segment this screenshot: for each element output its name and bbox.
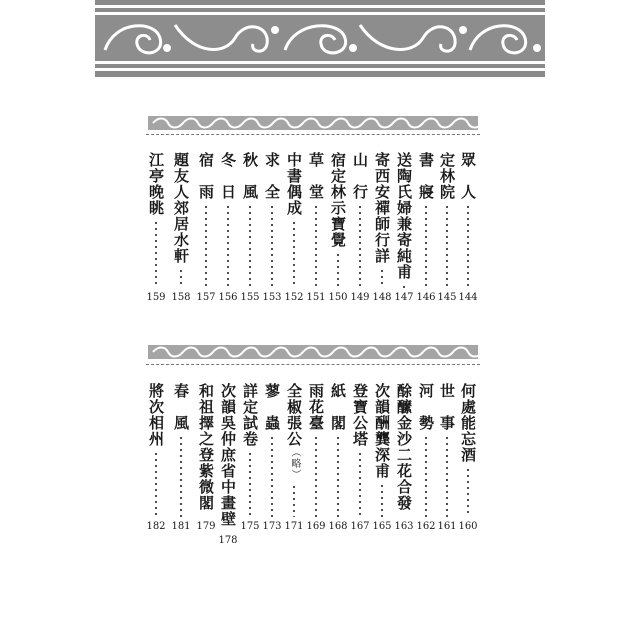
entry-page: 159	[146, 292, 166, 303]
entry-page: 181	[171, 521, 191, 532]
dot-leader	[271, 435, 273, 517]
header-ornament-band	[95, 0, 545, 80]
entry-title: 登寶公塔	[351, 383, 369, 447]
dot-leader	[381, 483, 383, 517]
entry-page: 156	[218, 292, 238, 303]
entry-title: 山 行	[351, 152, 369, 200]
entry-page: 162	[416, 521, 436, 532]
dot-leader	[227, 204, 229, 288]
dot-leader	[403, 284, 405, 288]
entry-title	[286, 383, 302, 480]
entry-title: 江亭晚眺	[147, 152, 165, 216]
entry-title: 世 事	[438, 383, 456, 431]
entry-page: 153	[262, 292, 282, 303]
toc-entry[interactable]	[145, 383, 167, 533]
entry-page: 173	[262, 521, 282, 532]
section-ornament-bottom	[148, 345, 478, 359]
toc-entry[interactable]	[217, 152, 239, 304]
dot-leader	[446, 204, 448, 288]
entry-page: 179	[196, 521, 216, 532]
entry-page: 144	[458, 292, 478, 303]
entry-title: 將次相州	[147, 383, 165, 447]
entry-title: 眾 人	[459, 152, 477, 200]
toc-entry[interactable]	[239, 152, 261, 304]
entry-page: 147	[394, 292, 414, 303]
entry-title: 冬 日	[219, 152, 237, 200]
entry-title: 詳定試卷	[241, 383, 259, 447]
entry-page: 152	[284, 292, 304, 303]
dot-leader	[359, 451, 361, 517]
entry-page: 160	[458, 521, 478, 532]
toc-entry[interactable]	[239, 383, 261, 533]
dot-leader	[359, 204, 361, 288]
dot-leader	[249, 204, 251, 288]
toc-entry[interactable]	[457, 152, 479, 304]
entry-title: 求 全	[263, 152, 281, 200]
toc-entry[interactable]	[393, 152, 415, 304]
entry-title: 送陶氏婦兼寄純甫	[395, 152, 413, 280]
entry-page: 158	[171, 292, 191, 303]
section-rule-bottom	[146, 364, 480, 365]
entry-title: 河 勢	[417, 383, 435, 431]
dot-leader	[315, 435, 317, 517]
entry-title: 和祖擇之登紫微閣	[197, 383, 215, 511]
entry-page: 157	[196, 292, 216, 303]
dot-leader	[155, 220, 157, 288]
toc-entry[interactable]	[195, 152, 217, 304]
entry-title: 春 風	[172, 383, 190, 431]
dot-leader	[337, 435, 339, 517]
toc-entry[interactable]	[349, 383, 371, 533]
entry-title: 定林院	[438, 152, 456, 200]
dot-leader	[425, 204, 427, 288]
toc-entry[interactable]	[305, 383, 327, 533]
entry-title-note: （略）	[289, 447, 300, 480]
entry-page: 167	[350, 521, 370, 532]
dot-leader	[315, 204, 317, 288]
dot-leader	[467, 204, 469, 288]
toc-entry[interactable]	[393, 383, 415, 533]
dot-leader	[155, 451, 157, 517]
entry-title: 秋 風	[241, 152, 259, 200]
entry-page: 149	[350, 292, 370, 303]
toc-entry[interactable]	[170, 383, 192, 533]
dot-leader	[271, 204, 273, 288]
dot-leader	[293, 220, 295, 288]
toc-entry[interactable]	[371, 152, 393, 304]
entry-title: 書 寢	[417, 152, 435, 200]
entry-page: 165	[372, 521, 392, 532]
toc-entry[interactable]	[195, 383, 217, 533]
toc-entry[interactable]	[436, 152, 458, 304]
entry-title: 題友人郊居水軒	[172, 152, 190, 264]
entry-page: 175	[240, 521, 260, 532]
entry-page: 163	[394, 521, 414, 532]
entry-title: 草 堂	[307, 152, 325, 200]
toc-entry[interactable]	[371, 383, 393, 533]
entry-title: 何處能忘酒	[459, 383, 477, 463]
entry-page: 169	[306, 521, 326, 532]
toc-entry[interactable]	[283, 152, 305, 304]
dot-leader	[205, 204, 207, 288]
dot-leader	[337, 252, 339, 288]
dot-leader	[205, 515, 207, 517]
toc-entry[interactable]	[457, 383, 479, 533]
dot-leader	[293, 484, 295, 517]
toc-entry[interactable]	[305, 152, 327, 304]
entry-page: 146	[416, 292, 436, 303]
entry-title: 雨花臺	[307, 383, 325, 431]
entry-title: 次韻酬龔深甫	[373, 383, 391, 479]
toc-entry[interactable]	[327, 383, 349, 533]
entry-title: 酴醿金沙二花合發	[395, 383, 413, 511]
entry-title: 宿定林示寶覺	[329, 152, 347, 248]
entry-page: 148	[372, 292, 392, 303]
entry-page: 150	[328, 292, 348, 303]
entry-page: 168	[328, 521, 348, 532]
toc-entry[interactable]	[283, 383, 305, 533]
entry-title: 蓼 蟲	[263, 383, 281, 431]
toc-entry[interactable]	[415, 152, 437, 304]
section-rule-top	[146, 134, 480, 135]
dot-leader	[381, 268, 383, 288]
entry-title: 中書偶成	[285, 152, 303, 216]
entry-title: 寄西安禪師行詳	[373, 152, 391, 264]
toc-entry[interactable]	[349, 152, 371, 304]
dot-leader	[446, 435, 448, 517]
toc-entry[interactable]	[261, 152, 283, 304]
toc-entry[interactable]	[145, 152, 167, 304]
entry-page: 145	[437, 292, 457, 303]
dot-leader	[425, 435, 427, 517]
entry-page: 171	[284, 521, 304, 532]
toc-entry[interactable]	[217, 383, 239, 546]
entry-page: 178	[218, 535, 238, 546]
section-ornament-top	[148, 116, 478, 130]
toc-entry[interactable]	[327, 152, 349, 304]
entry-title-text: 全椒張公	[285, 383, 303, 447]
toc-entry[interactable]	[436, 383, 458, 533]
toc-entry[interactable]	[170, 152, 192, 304]
entry-title: 次韻吳仲庶省中畫壁	[219, 383, 237, 527]
dot-leader	[180, 268, 182, 288]
entry-title: 紙 閣	[329, 383, 347, 431]
entry-title: 宿 雨	[197, 152, 215, 200]
toc-entry[interactable]	[415, 383, 437, 533]
entry-page: 161	[437, 521, 457, 532]
toc-entry[interactable]	[261, 383, 283, 533]
entry-page: 151	[306, 292, 326, 303]
dot-leader	[249, 451, 251, 517]
entry-page: 182	[146, 521, 166, 532]
dot-leader	[403, 515, 405, 517]
dot-leader	[467, 467, 469, 517]
entry-page: 155	[240, 292, 260, 303]
dot-leader	[180, 435, 182, 517]
